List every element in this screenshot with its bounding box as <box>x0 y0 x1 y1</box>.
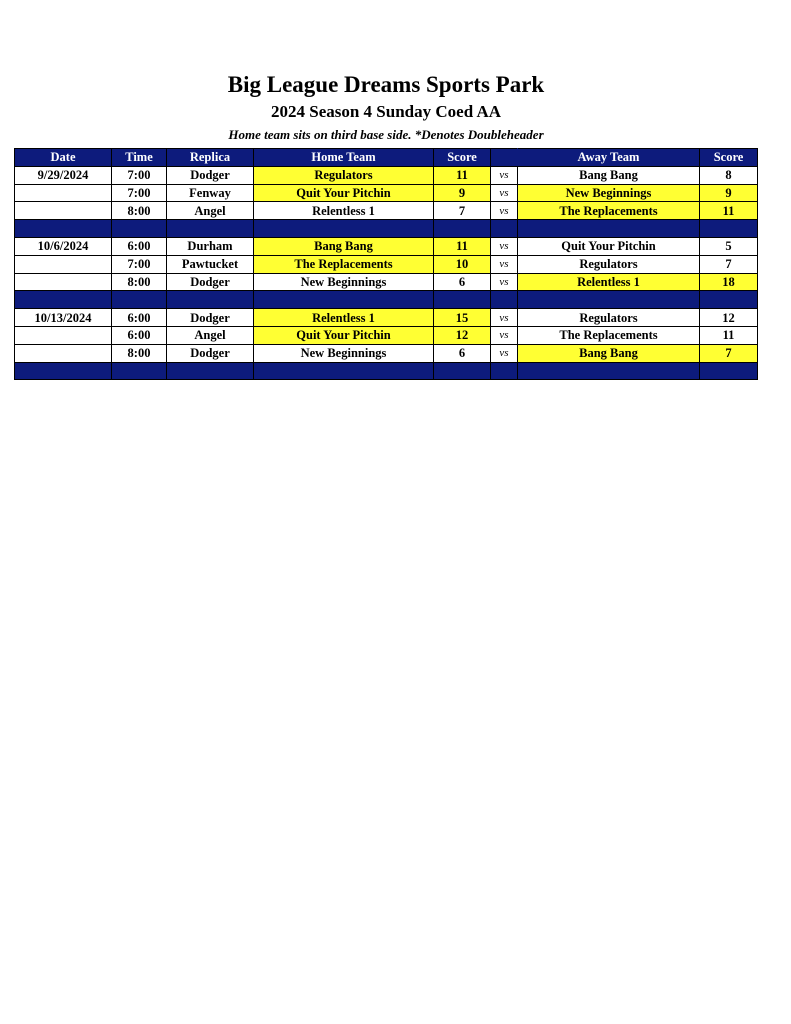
game-row <box>15 237 758 255</box>
replica-cell: Dodger <box>167 166 254 184</box>
page-subtitle: 2024 Season 4 Sunday Coed AA <box>270 102 502 121</box>
game-row <box>15 202 758 220</box>
separator-cell <box>518 291 700 309</box>
game-row <box>15 255 758 273</box>
home-team-cell: Quit Your Pitchin <box>254 184 434 202</box>
game-row <box>15 309 758 327</box>
replica-cell: Angel <box>167 202 254 220</box>
away-score-cell: 12 <box>700 309 758 327</box>
away-score-cell: 18 <box>700 273 758 291</box>
game-row <box>15 166 758 184</box>
col-header-away-team: Away Team <box>518 149 700 167</box>
time-cell: 7:00 <box>112 184 167 202</box>
vs-cell: vs <box>491 344 518 362</box>
away-score-cell: 5 <box>700 237 758 255</box>
home-team-cell: New Beginnings <box>254 273 434 291</box>
home-team-cell: Bang Bang <box>254 237 434 255</box>
away-team-cell: Bang Bang <box>518 344 700 362</box>
date-cell: 10/6/2024 <box>15 237 112 255</box>
schedule-table <box>14 148 758 380</box>
vs-cell: vs <box>491 184 518 202</box>
away-score-cell: 9 <box>700 184 758 202</box>
separator-cell <box>112 362 167 380</box>
home-score-cell: 7 <box>434 202 491 220</box>
away-team-cell: The Replacements <box>518 326 700 344</box>
replica-cell: Fenway <box>167 184 254 202</box>
replica-cell: Dodger <box>167 344 254 362</box>
home-team-cell: Quit Your Pitchin <box>254 326 434 344</box>
away-team-cell: Relentless 1 <box>518 273 700 291</box>
col-header-vs <box>491 149 518 167</box>
away-score-cell: 7 <box>700 344 758 362</box>
vs-cell: vs <box>491 166 518 184</box>
separator-cell <box>167 291 254 309</box>
date-cell: 10/13/2024 <box>15 309 112 327</box>
replica-cell: Dodger <box>167 273 254 291</box>
home-team-cell: Relentless 1 <box>254 202 434 220</box>
separator-cell <box>491 220 518 238</box>
week-separator-row <box>15 362 758 380</box>
separator-cell <box>254 220 434 238</box>
away-team-cell: Quit Your Pitchin <box>518 237 700 255</box>
time-cell: 6:00 <box>112 309 167 327</box>
separator-cell <box>112 220 167 238</box>
week-separator-row <box>15 291 758 309</box>
replica-cell: Angel <box>167 326 254 344</box>
col-header-away-score: Score <box>700 149 758 167</box>
separator-cell <box>15 291 112 309</box>
separator-cell <box>700 291 758 309</box>
home-team-cell: Regulators <box>254 166 434 184</box>
replica-cell: Durham <box>167 237 254 255</box>
date-cell <box>15 273 112 291</box>
game-row <box>15 344 758 362</box>
date-cell <box>15 344 112 362</box>
week-separator-row <box>15 220 758 238</box>
time-cell: 7:00 <box>112 166 167 184</box>
vs-cell: vs <box>491 273 518 291</box>
home-score-cell: 12 <box>434 326 491 344</box>
separator-cell <box>15 220 112 238</box>
away-team-cell: Regulators <box>518 255 700 273</box>
home-score-cell: 6 <box>434 344 491 362</box>
separator-cell <box>700 362 758 380</box>
page-title: Big League Dreams Sports Park <box>227 72 545 97</box>
home-score-cell: 10 <box>434 255 491 273</box>
home-score-cell: 6 <box>434 273 491 291</box>
separator-cell <box>167 362 254 380</box>
separator-cell <box>167 220 254 238</box>
time-cell: 7:00 <box>112 255 167 273</box>
schedule-body <box>15 166 758 380</box>
separator-cell <box>491 362 518 380</box>
col-header-home-score: Score <box>434 149 491 167</box>
home-team-cell: New Beginnings <box>254 344 434 362</box>
home-team-cell: The Replacements <box>254 255 434 273</box>
home-score-cell: 11 <box>434 166 491 184</box>
col-header-home-team: Home Team <box>254 149 434 167</box>
away-score-cell: 11 <box>700 326 758 344</box>
separator-cell <box>15 362 112 380</box>
away-score-cell: 11 <box>700 202 758 220</box>
date-cell <box>15 202 112 220</box>
home-score-cell: 9 <box>434 184 491 202</box>
col-header-time: Time <box>112 149 167 167</box>
separator-cell <box>491 291 518 309</box>
game-row <box>15 184 758 202</box>
away-score-cell: 7 <box>700 255 758 273</box>
home-team-cell: Relentless 1 <box>254 309 434 327</box>
away-team-cell: New Beginnings <box>518 184 700 202</box>
separator-cell <box>434 220 491 238</box>
separator-cell <box>434 291 491 309</box>
separator-cell <box>254 362 434 380</box>
home-score-cell: 15 <box>434 309 491 327</box>
separator-cell <box>434 362 491 380</box>
time-cell: 6:00 <box>112 237 167 255</box>
home-score-cell: 11 <box>434 237 491 255</box>
time-cell: 8:00 <box>112 273 167 291</box>
vs-cell: vs <box>491 326 518 344</box>
time-cell: 8:00 <box>112 202 167 220</box>
away-team-cell: Regulators <box>518 309 700 327</box>
col-header-date: Date <box>15 149 112 167</box>
game-row <box>15 326 758 344</box>
schedule-note: Home team sits on third base side. *Denotes Doubleheader <box>228 127 544 142</box>
away-team-cell: Bang Bang <box>518 166 700 184</box>
separator-cell <box>518 362 700 380</box>
vs-cell: vs <box>491 255 518 273</box>
vs-cell: vs <box>491 202 518 220</box>
vs-cell: vs <box>491 237 518 255</box>
separator-cell <box>518 220 700 238</box>
time-cell: 6:00 <box>112 326 167 344</box>
away-team-cell: The Replacements <box>518 202 700 220</box>
separator-cell <box>112 291 167 309</box>
vs-cell: vs <box>491 309 518 327</box>
header-row <box>15 149 758 167</box>
date-cell <box>15 184 112 202</box>
time-cell: 8:00 <box>112 344 167 362</box>
away-score-cell: 8 <box>700 166 758 184</box>
date-cell <box>15 326 112 344</box>
replica-cell: Dodger <box>167 309 254 327</box>
date-cell: 9/29/2024 <box>15 166 112 184</box>
date-cell <box>15 255 112 273</box>
col-header-replica: Replica <box>167 149 254 167</box>
separator-cell <box>700 220 758 238</box>
game-row <box>15 273 758 291</box>
replica-cell: Pawtucket <box>167 255 254 273</box>
separator-cell <box>254 291 434 309</box>
